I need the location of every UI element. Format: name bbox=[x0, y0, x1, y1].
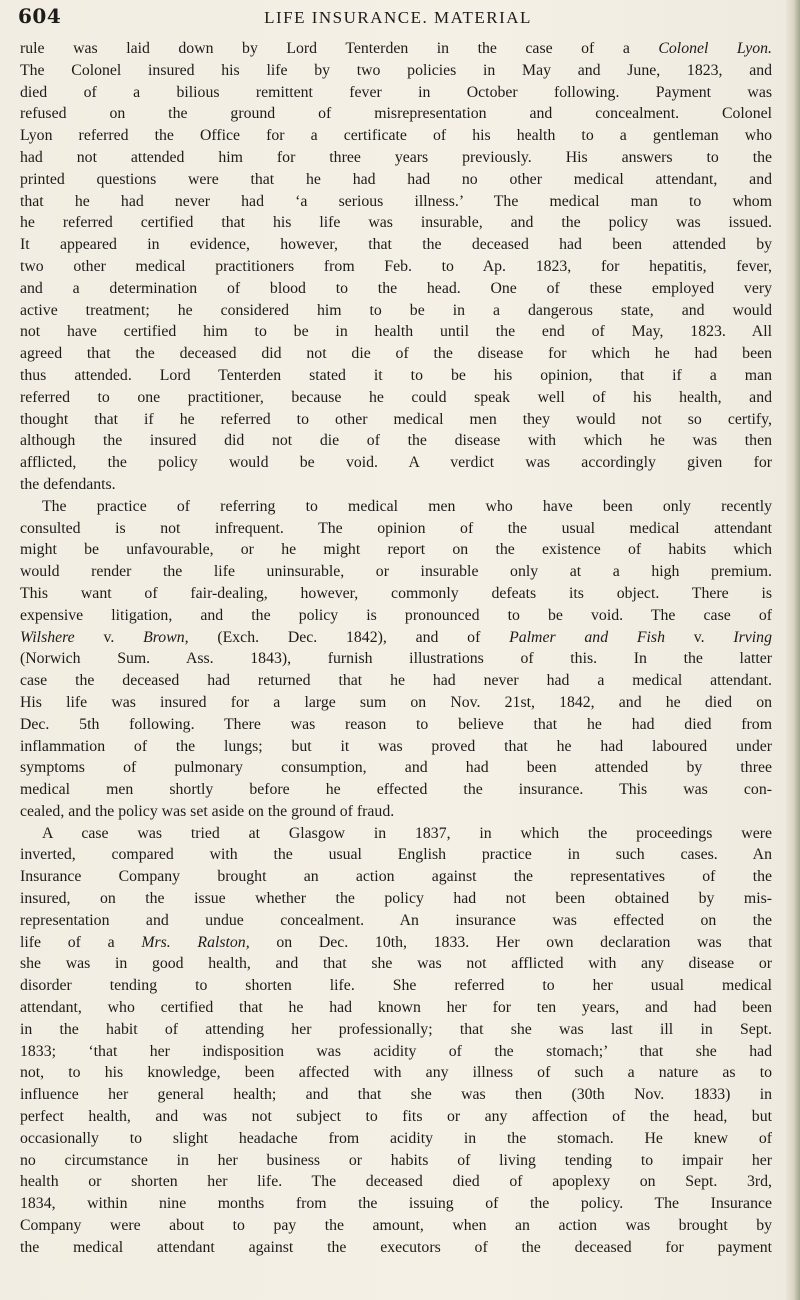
text-line bbox=[20, 278, 772, 300]
text-run: representation and undue concealment. An insurance was effected on the bbox=[20, 911, 772, 929]
text-line bbox=[20, 1193, 772, 1215]
text-line bbox=[20, 583, 772, 605]
text-line bbox=[20, 409, 772, 431]
text-line bbox=[20, 387, 772, 409]
text-line bbox=[20, 561, 772, 583]
text-run: on Dec. 10th, 1833. Her own declaration was that bbox=[249, 933, 772, 951]
text-run: v. bbox=[74, 628, 144, 646]
italic-text: Wilshere bbox=[20, 628, 75, 646]
text-run: in the habit of attending her professionally; that she was last ill in Sept. bbox=[20, 1020, 772, 1038]
text-line bbox=[20, 169, 772, 191]
text-run: expensive litigation, and the policy is pronounced to be void. The case of bbox=[20, 606, 772, 624]
text-line bbox=[20, 953, 772, 975]
text-line bbox=[20, 60, 772, 82]
text-line bbox=[20, 801, 772, 823]
text-line bbox=[20, 1237, 772, 1259]
text-run: health or shorten her life. The deceased died of apoplexy on Sept. 3rd, bbox=[20, 1173, 772, 1191]
text-run: v. bbox=[664, 628, 734, 646]
text-line bbox=[20, 1128, 772, 1150]
body-text bbox=[20, 38, 772, 1259]
text-run: two other medical practitioners from Feb. to Ap. 1823, for hepatitis, fever, bbox=[20, 257, 772, 275]
page-header bbox=[18, 2, 778, 32]
text-run: the medical attendant against the executors of the deceased for payment bbox=[20, 1238, 772, 1256]
text-run: afflicted, the policy would be void. A verdict was accordingly given for bbox=[20, 454, 772, 472]
text-run: although the insured did not die of the disease with which he was then bbox=[20, 432, 772, 450]
text-line bbox=[20, 1171, 772, 1193]
text-run: Dec. 5th following. There was reason to believe that he had died from bbox=[20, 715, 772, 733]
text-run: 1833; ‘that her indisposition was acidity of the stomach;’ that she had bbox=[20, 1042, 772, 1060]
page-number: 604 bbox=[18, 4, 62, 28]
text-run: might be unfavourable, or he might report on the existence of habits which bbox=[20, 541, 772, 559]
text-line bbox=[20, 1062, 772, 1084]
italic-text: Colonel Lyon. bbox=[658, 40, 772, 57]
italic-text: Palmer and Fish bbox=[509, 628, 665, 646]
text-run: rule was laid down by Lord Tenterden in the case of a bbox=[20, 40, 659, 57]
text-run: died of a bilious remittent fever in October following. Payment was bbox=[20, 83, 772, 101]
text-run: the defendants. bbox=[20, 475, 116, 493]
text-line bbox=[20, 256, 772, 278]
text-line bbox=[20, 430, 772, 452]
text-line bbox=[20, 1041, 772, 1063]
text-run: medical men shortly before he effected the insurance. This was con- bbox=[20, 781, 772, 799]
text-run: not, to his knowledge, been affected with any illness of such a nature as to bbox=[20, 1064, 772, 1082]
text-line bbox=[20, 888, 772, 910]
text-line bbox=[20, 343, 772, 365]
text-line bbox=[20, 670, 772, 692]
italic-text: Mrs. Ralston, bbox=[141, 933, 250, 951]
text-line bbox=[20, 605, 772, 627]
text-line bbox=[20, 627, 772, 649]
text-line bbox=[20, 1084, 772, 1106]
text-run: symptoms of pulmonary consumption, and had been attended by three bbox=[20, 759, 772, 777]
text-run: not have certified him to be in health until the end of May, 1823. All bbox=[20, 323, 772, 341]
text-line bbox=[20, 300, 772, 322]
text-run: influence her general health; and that she was then (30th Nov. 1833) in bbox=[20, 1086, 772, 1104]
text-run: referred to one practitioner, because he could speak well of his health, and bbox=[20, 388, 772, 406]
text-line bbox=[20, 452, 772, 474]
text-run: Lyon referred the Office for a certificate of his health to a gentleman who bbox=[20, 127, 772, 145]
text-line bbox=[20, 147, 772, 169]
text-run: agreed that the deceased did not die of the disease for which he had been bbox=[20, 345, 772, 363]
text-line bbox=[20, 474, 772, 496]
running-head: LIFE INSURANCE. MATERIAL bbox=[264, 8, 532, 27]
text-run: disorder tending to shorten life. She referred to her usual medical bbox=[20, 977, 772, 995]
text-line bbox=[20, 1106, 772, 1128]
text-run: inverted, compared with the usual English practice in such cases. An bbox=[20, 846, 772, 864]
text-run: thus attended. Lord Tenterden stated it to be his opinion, that if a man bbox=[20, 366, 772, 384]
text-run: thought that if he referred to other medical men they would not so certify, bbox=[20, 410, 772, 428]
text-run: (Exch. Dec. 1842), and of bbox=[188, 628, 510, 646]
text-line bbox=[20, 321, 772, 343]
text-run: consulted is not infrequent. The opinion of the usual medical attendant bbox=[20, 519, 772, 537]
text-line bbox=[20, 365, 772, 387]
text-run: insured, on the issue whether the policy had not been obtained by mis- bbox=[20, 890, 772, 908]
text-line bbox=[20, 648, 772, 670]
text-line bbox=[20, 518, 772, 540]
text-line bbox=[20, 38, 772, 60]
text-run: This want of fair-dealing, however, commonly defeats its object. There is bbox=[20, 584, 772, 602]
text-line bbox=[20, 212, 772, 234]
text-run: no circumstance in her business or habits of living tending to impair her bbox=[20, 1151, 772, 1169]
text-run: 1834, within nine months from the issuing of the policy. The Insurance bbox=[20, 1195, 772, 1213]
text-line bbox=[20, 692, 772, 714]
text-run: case the deceased had returned that he had never had a medical attendant. bbox=[20, 672, 772, 690]
text-run: that he had never had ‘a serious illness.’ The medical man to whom bbox=[20, 192, 772, 210]
text-run: occasionally to slight headache from acidity in the stomach. He knew of bbox=[20, 1129, 772, 1147]
text-line bbox=[20, 779, 772, 801]
text-run: cealed, and the policy was set aside on the ground of fraud. bbox=[20, 802, 395, 820]
text-line bbox=[20, 910, 772, 932]
text-run: A case was tried at Glasgow in 1837, in which the proceedings were bbox=[42, 824, 772, 842]
text-run: perfect health, and was not subject to fits or any affection of the head, but bbox=[20, 1108, 772, 1126]
text-line bbox=[20, 932, 772, 954]
italic-text: Brown, bbox=[143, 628, 189, 646]
text-line bbox=[20, 125, 772, 147]
text-line bbox=[20, 844, 772, 866]
text-run: Insurance Company brought an action against the representatives of the bbox=[20, 868, 772, 886]
text-run: she was in good health, and that she was not afflicted with any disease or bbox=[20, 955, 772, 973]
text-line bbox=[20, 997, 772, 1019]
text-line bbox=[20, 1215, 772, 1237]
text-line bbox=[20, 736, 772, 758]
text-run: It appeared in evidence, however, that the deceased had been attended by bbox=[20, 236, 772, 254]
text-run: refused on the ground of misrepresentation and concealment. Colonel bbox=[20, 105, 772, 123]
text-run: active treatment; he considered him to be in a dangerous state, and would bbox=[20, 301, 772, 319]
text-line bbox=[20, 714, 772, 736]
text-run: Company were about to pay the amount, when an action was brought by bbox=[20, 1217, 772, 1235]
text-run: attendant, who certified that he had known her for ten years, and had been bbox=[20, 999, 772, 1017]
text-run: and a determination of blood to the head. One of these employed very bbox=[20, 279, 772, 297]
text-run: life of a bbox=[20, 933, 142, 951]
text-line bbox=[20, 975, 772, 997]
text-line bbox=[20, 823, 772, 845]
text-line bbox=[20, 866, 772, 888]
text-line bbox=[20, 1019, 772, 1041]
binding-edge bbox=[786, 0, 800, 1300]
text-run: His life was insured for a large sum on Nov. 21st, 1842, and he died on bbox=[20, 693, 772, 711]
text-line bbox=[20, 539, 772, 561]
text-line bbox=[20, 496, 772, 518]
text-line bbox=[20, 103, 772, 125]
italic-text: Irving bbox=[733, 628, 772, 646]
text-run: had not attended him for three years previously. His answers to the bbox=[20, 148, 772, 166]
text-line bbox=[20, 234, 772, 256]
text-line bbox=[20, 82, 772, 104]
text-line bbox=[20, 757, 772, 779]
text-run: The Colonel insured his life by two policies in May and June, 1823, and bbox=[20, 61, 772, 79]
text-line bbox=[20, 191, 772, 213]
text-run: (Norwich Sum. Ass. 1843), furnish illustrations of this. In the latter bbox=[20, 650, 772, 668]
text-run: The practice of referring to medical men who have been only recently bbox=[42, 497, 772, 515]
text-run: printed questions were that he had had no other medical attendant, and bbox=[20, 170, 772, 188]
text-run: inflammation of the lungs; but it was proved that he had laboured under bbox=[20, 737, 772, 755]
text-line bbox=[20, 1150, 772, 1172]
text-run: he referred certified that his life was insurable, and the policy was issued. bbox=[20, 214, 772, 232]
text-run: would render the life uninsurable, or insurable only at a high premium. bbox=[20, 563, 772, 581]
